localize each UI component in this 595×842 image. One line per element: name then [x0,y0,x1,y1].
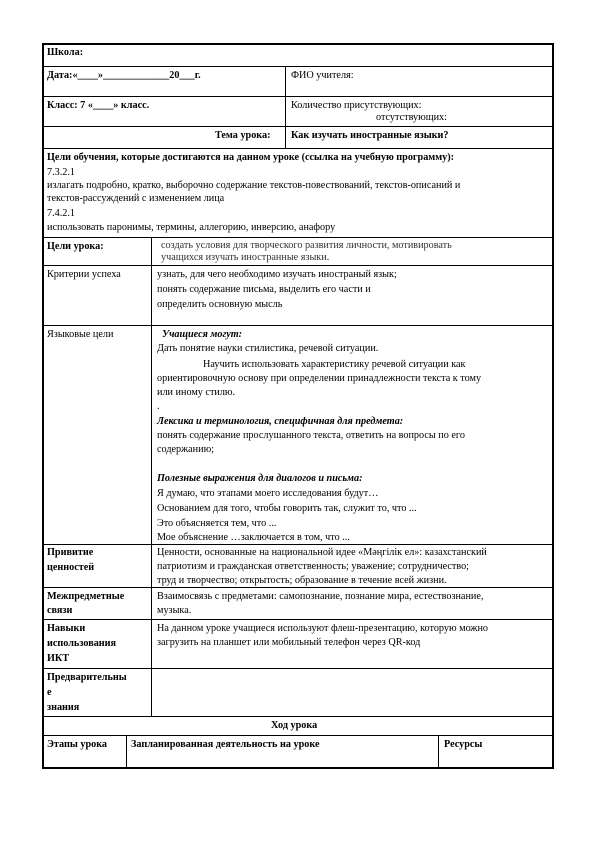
objective-code: 7.4.2.1 [47,208,76,219]
lesson-flow-col-stages: Этапы урока [47,739,108,750]
values-text: труд и творчество; открытость; образование в течение всей жизни. [157,575,447,586]
row-divider [42,668,553,669]
row-divider [42,148,553,149]
language-goals-text: Дать понятие науки стилистика, речевой ситуации. [157,343,379,354]
row-divider [42,619,553,620]
phrases-heading: Полезные выражения для диалогов и письма: [157,473,363,484]
success-criteria-text: узнать, для чего необходимо изучать иностраный язык; [157,269,397,280]
values-text: патриотизм и гражданская ответственность; уважение; сотрудничество; [157,561,469,572]
ict-label: ИКТ [47,653,70,664]
ict-label: использования [47,638,117,649]
lesson-flow-col-resources: Ресурсы [444,739,483,750]
values-label: ценностей [47,562,95,573]
phrase-item: Это объясняется тем, что ... [157,518,277,529]
lesson-goals-text: учащихся изучать иностранные языки. [161,252,330,263]
objective-text: использовать паронимы, термины, аллегорию, инверсию, анафору [47,222,336,233]
prior-knowledge-label: Предварительны [47,672,127,683]
column-divider [438,735,439,768]
success-criteria-text: определить основную мысль [157,299,283,310]
success-criteria-text: понять содержание письма, выделить его части и [157,284,371,295]
table-border-right [552,43,554,769]
row-divider [42,544,553,545]
topic-value: Как изучать иностранные языки? [291,130,449,141]
students-can-heading: Учащиеся могут: [162,329,243,340]
row-divider [42,66,553,67]
date-label: Дата:«____»_____________20___г. [47,70,201,81]
objective-code: 7.3.2.1 [47,167,76,178]
column-divider [126,735,127,768]
objective-text: текстов-рассуждений с изменением лица [47,193,225,204]
table-border-top [42,43,553,45]
row-divider [42,265,553,266]
attendance-absent: отсутствующих: [376,112,447,123]
row-divider [42,587,553,588]
school-label: Школа: [47,47,84,58]
vocabulary-text: понять содержание прослушанного текста, ответить на вопросы по его [157,430,465,441]
interdisciplinary-label: Межпредметные [47,591,125,602]
objective-text: излагать подробно, кратко, выборочно содержание текстов-повествований, текстов-описаний и [47,180,461,191]
values-label: Привитие [47,547,94,558]
phrase-item: Мое объяснение …заключается в том, что ... [157,532,350,543]
vocabulary-text: содержанию; [157,444,215,455]
ict-text: загрузить на планшет или мобильный телефон через QR-код [157,637,421,648]
row-divider [42,735,553,736]
ict-text: На данном уроке учащиеся используют флеш-презентацию, которую можно [157,623,489,634]
lesson-goals-label: Цели урока: [47,241,104,252]
column-divider [151,237,152,716]
lesson-flow-title: Ход урока [271,720,318,731]
row-divider [42,126,553,127]
interdisciplinary-text: Взаимосвязь с предметами: самопознание, познание мира, естествознание, [157,591,484,602]
vocabulary-heading: Лексика и терминология, специфичная для предмета: [157,416,404,427]
interdisciplinary-text: музыка. [157,605,192,616]
row-divider [42,716,553,717]
prior-knowledge-label: е [47,687,52,698]
table-border-left [42,43,44,769]
row-divider [42,96,553,97]
lesson-goals-text: создать условия для творческого развития личности, мотивировать [161,240,452,251]
lesson-flow-col-activity: Запланированная деятельность на уроке [131,739,320,750]
prior-knowledge-label: знания [47,702,80,713]
language-goals-label: Языковые цели [47,329,114,340]
language-goals-text: ориентировочную основу при определении принадлежности текста к тому [157,373,482,384]
phrase-item: Я думаю, что этапами моего исследования будут… [157,488,379,499]
values-text: Ценности, основанные на национальной идее «Мәңгілік ел»: казахстанский [157,547,487,558]
language-goals-text: или иному стилю. [157,387,236,398]
table-border-bottom [42,767,553,769]
column-divider [285,66,286,148]
success-criteria-label: Критерии успеха [47,269,121,280]
phrase-item: Основанием для того, чтобы говорить так, служит то, что ... [157,503,417,514]
objectives-heading: Цели обучения, которые достигаются на данном уроке (ссылка на учебную программу): [47,152,455,163]
class-label: Класс: 7 «____» класс. [47,100,150,111]
teacher-label: ФИО учителя: [291,70,354,81]
row-divider [42,325,553,326]
topic-label: Тема урока: [215,130,271,141]
ict-label: Навыки [47,623,86,634]
row-divider [42,237,553,238]
language-goals-dot: . [157,401,160,412]
attendance-present: Количество присутствующих: [291,100,422,111]
language-goals-text: Научить использовать характеристику речевой ситуации как [203,359,466,370]
interdisciplinary-label: связи [47,605,73,616]
